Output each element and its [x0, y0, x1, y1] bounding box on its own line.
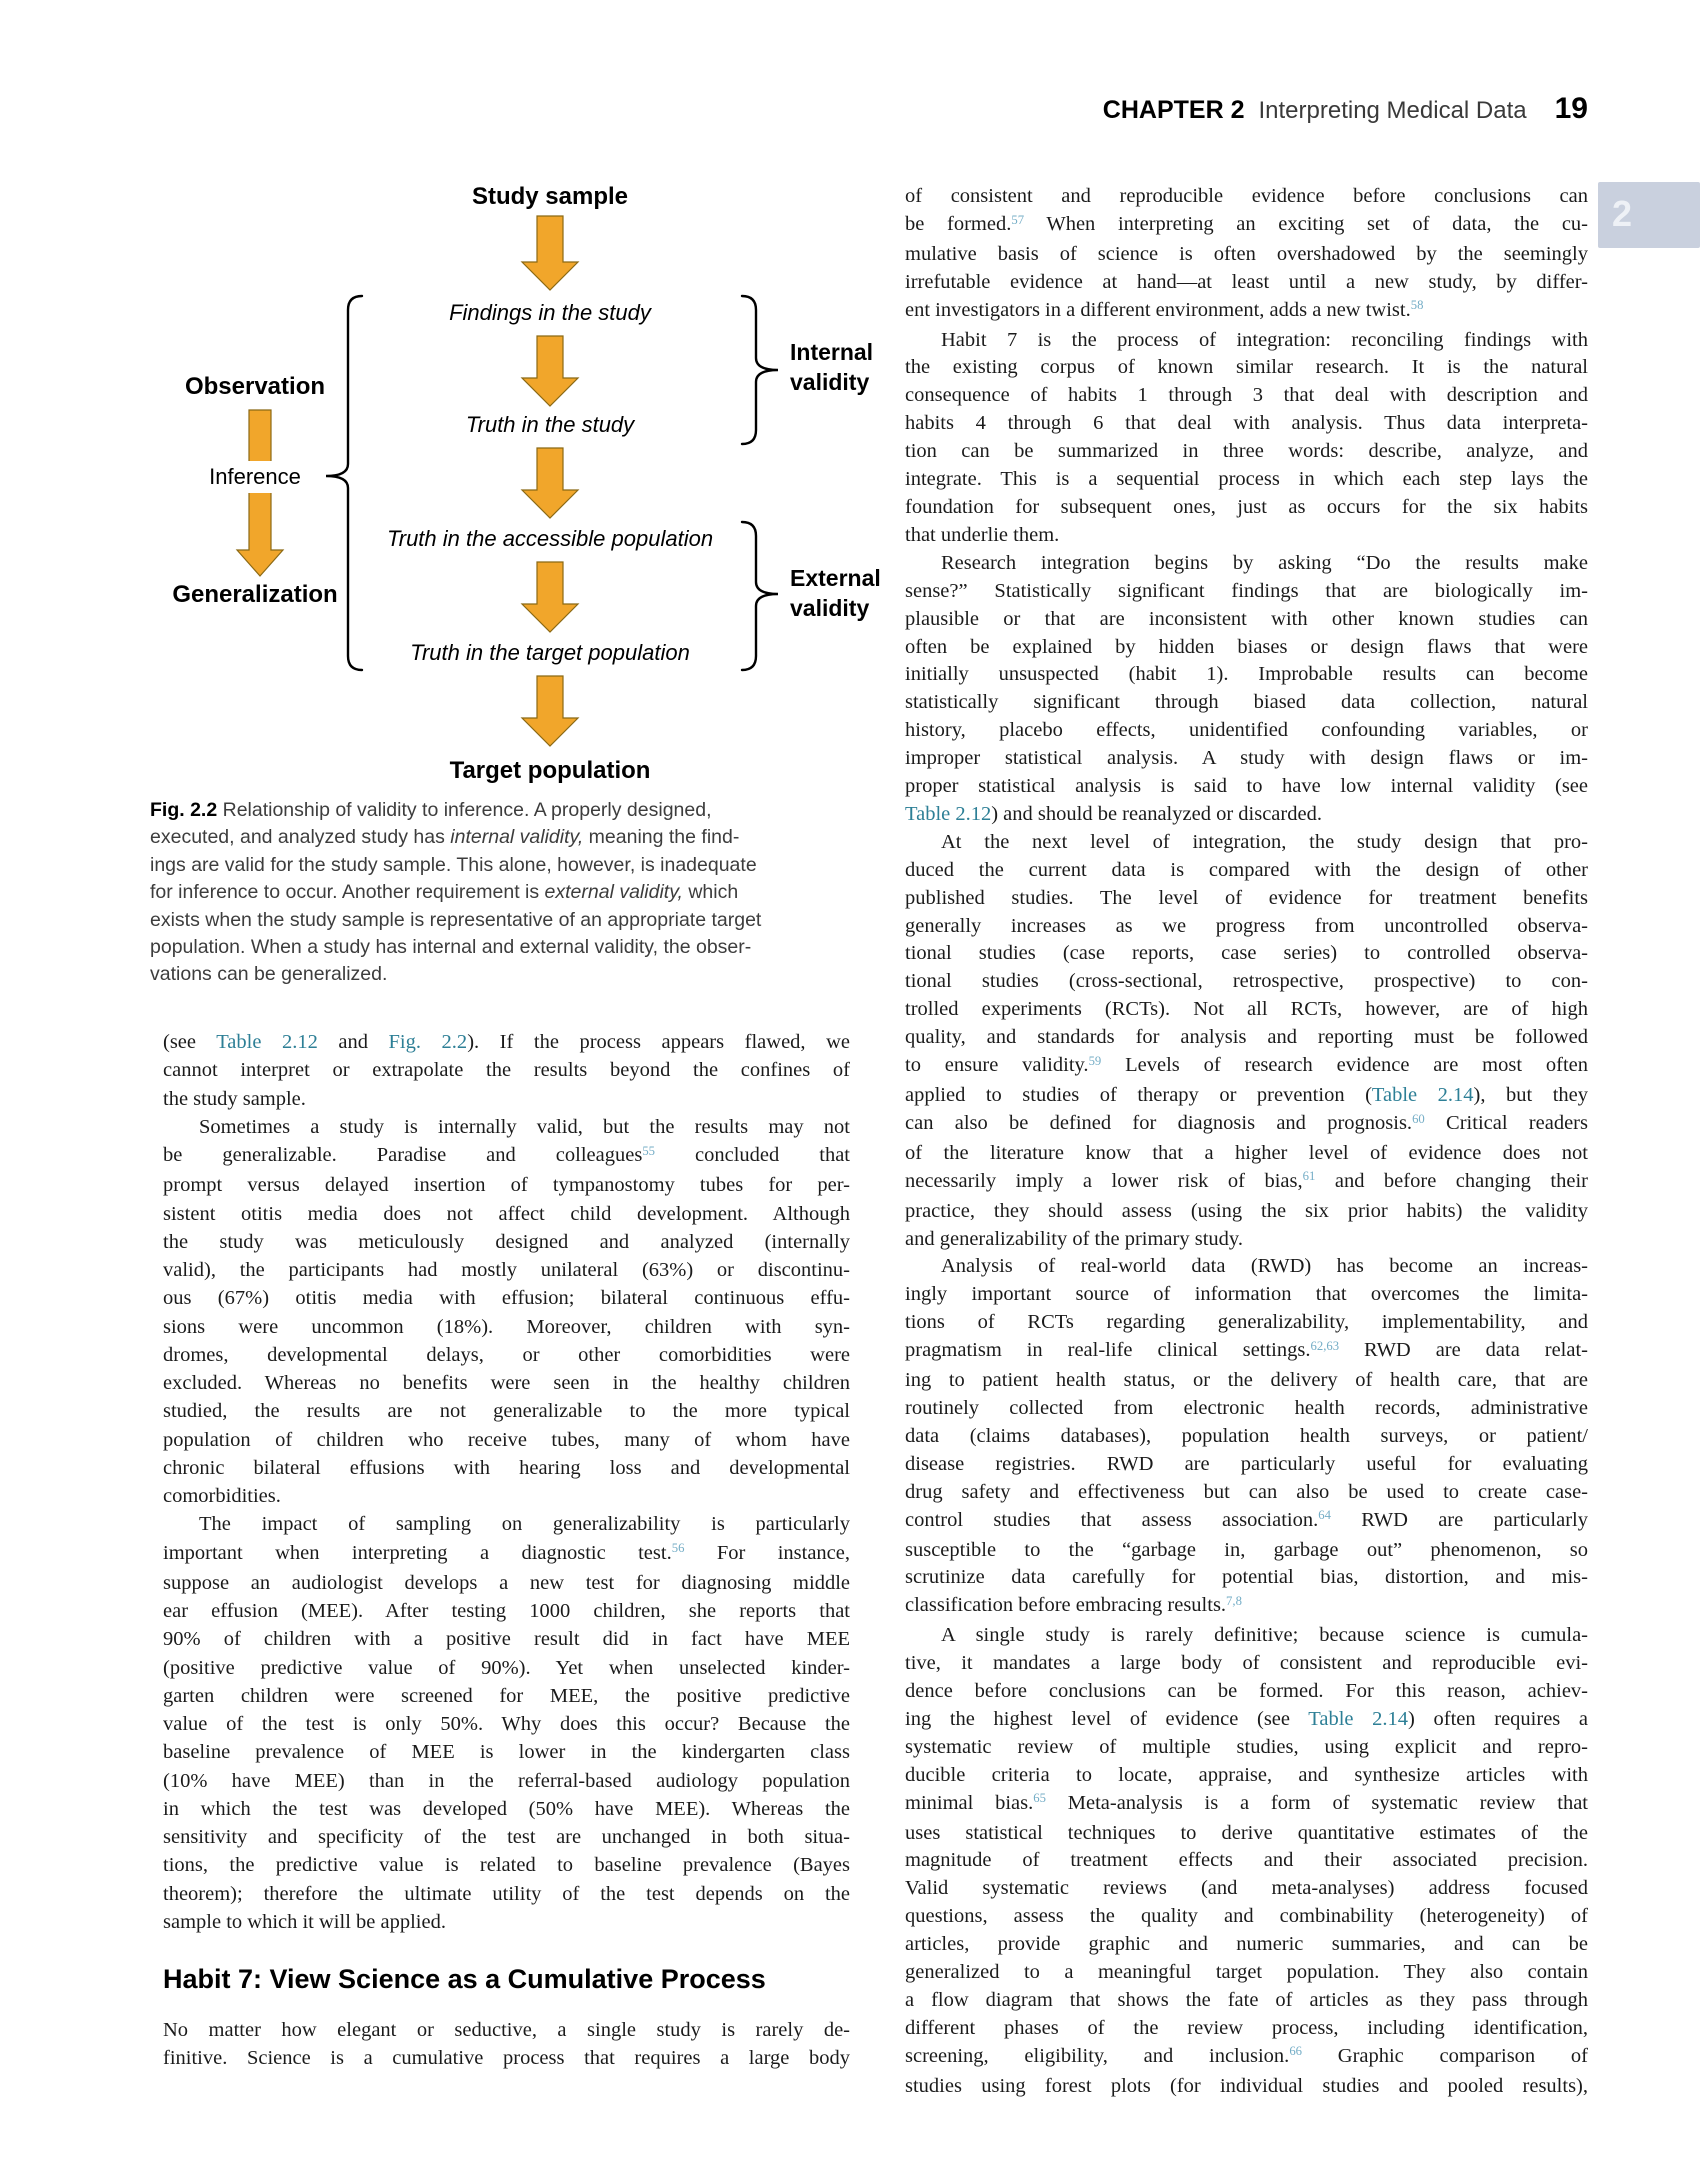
cross-reference-link[interactable]: Table 2.14: [1371, 1084, 1474, 1106]
text-line: (positive predictive value of 90%). Yet when unselected kinder-: [163, 1656, 850, 1679]
down-arrow-icon: [522, 336, 578, 406]
text-line: ing the highest level of evidence (see Table 2.14) often requires a: [905, 1707, 1588, 1730]
text-line: screening, eligibility, and inclusion.$^{66}$ Graphic comparison of: [905, 2044, 1588, 2067]
text-line: control studies that assess association.$^{64}$ RWD are particularly: [905, 1508, 1589, 1531]
text-line: drug safety and effectiveness but can also be used to create case-: [905, 1480, 1588, 1503]
text-line: chronic bilateral effusions with hearing loss and developmental: [163, 1456, 850, 1479]
text-line: dence before conclusions can be formed. For this reason, achiev-: [905, 1680, 1588, 1703]
text-line: prompt versus delayed insertion of tympanostomy tubes for per-: [163, 1174, 850, 1197]
text-line: ducible criteria to locate, appraise, and synthesize articles with: [905, 1763, 1588, 1786]
reference-superscript[interactable]: 59: [1088, 1053, 1102, 1068]
label-inference: Inference: [209, 464, 301, 489]
node-truth-accessible-population: Truth in the accessible population: [386, 526, 714, 551]
node-truth-in-study: Truth in the study: [465, 412, 635, 437]
text-line: data (claims databases), population health surveys, or patient/: [905, 1424, 1588, 1447]
text-line: routinely collected from electronic health records, administrative: [905, 1396, 1588, 1419]
text-line: magnitude of treatment effects and their associated precision.: [905, 1849, 1588, 1872]
text-line: the study sample.: [163, 1087, 306, 1110]
text-line: plausible or that are inconsistent with other known studies can: [905, 607, 1588, 630]
text-line: different phases of the review process, including identification,: [905, 2016, 1588, 2039]
text-line: the study was meticulously designed and analyzed (internally: [163, 1230, 850, 1253]
text-line: tional studies (cross-sectional, retrospective, prospective) to con-: [905, 970, 1588, 993]
cross-reference-link[interactable]: Fig. 2.2: [388, 1031, 468, 1053]
text-line: 90% of children with a positive result did in fact have MEE: [163, 1628, 850, 1651]
text-line: of consistent and reproducible evidence before conclusions can: [905, 185, 1588, 207]
validity-inference-diagram: [150, 178, 880, 883]
reference-superscript[interactable]: 65: [1033, 1791, 1046, 1806]
text-line: duced the current data is compared with the design of other: [905, 858, 1588, 881]
reference-superscript[interactable]: 7,8: [1226, 1593, 1242, 1608]
text-line: suppose an audiologist develops a new test for diagnosing middle: [163, 1571, 850, 1594]
text-line: generalized to a meaningful target population. They also contain: [905, 1961, 1588, 1984]
left-column-text: [163, 1028, 850, 1936]
chapter-side-tab-number: 2: [1612, 193, 1633, 234]
text-line: ous (67%) otitis media with effusion; bilateral continuous effu-: [163, 1287, 850, 1310]
text-line: tive, it mandates a large body of consistent and reproducible evi-: [905, 1652, 1588, 1675]
text-line: be formed.$^{57}$ When interpreting an exciting set of data, the cu-: [905, 212, 1588, 235]
down-arrow-icon: [522, 216, 578, 290]
text-line: a flow diagram that shows the fate of articles as they pass through: [905, 1989, 1588, 2011]
text-line: excluded. Whereas no benefits were seen in the healthy children: [163, 1372, 850, 1394]
reference-superscript[interactable]: 57: [1011, 212, 1025, 227]
left-brace: [326, 296, 362, 670]
down-arrow-icon: [522, 448, 578, 518]
text-line: necessarily imply a lower risk of bias,$^{61}$ and before changing their: [905, 1169, 1588, 1192]
text-line: At the next level of integration, the study design that pro-: [941, 830, 1588, 853]
text-line: tions of RCTs regarding generalizability, implementability, and: [905, 1311, 1588, 1334]
chapter-label: CHAPTER 2: [1102, 96, 1245, 124]
label-generalization: Generalization: [172, 581, 338, 608]
chapter-side-tab: [1598, 182, 1700, 248]
text-line: systematic review of multiple studies, using explicit and repro-: [905, 1735, 1588, 1758]
text-line: tions, the predictive value is related to baseline prevalence (Bayes: [163, 1854, 850, 1877]
text-line: Valid systematic reviews (and meta-analyses) address focused: [905, 1877, 1588, 1900]
figure-caption: [150, 797, 862, 989]
text-line: the existing corpus of known similar research. It is the natural: [905, 356, 1588, 379]
label-external-validity-2: validity: [790, 595, 870, 621]
text-line: pragmatism in real-life clinical settings.$^{62,63}$ RWD are data relat-: [905, 1338, 1588, 1362]
text-line: (10% have MEE) than in the referral-based audiology population: [163, 1769, 850, 1792]
text-line: integrate. This is a sequential process in which each step lays the: [905, 468, 1588, 491]
text-line: consequence of habits 1 through 3 that deal with description and: [905, 384, 1588, 407]
text-line: sensitivity and specificity of the test are unchanged in both situa-: [163, 1826, 850, 1848]
text-line: valid), the participants had mostly unilateral (63%) or discontinu-: [163, 1259, 850, 1281]
reference-superscript[interactable]: 61: [1302, 1169, 1316, 1184]
text-line: minimal bias.$^{65}$ Meta-analysis is a form of systematic review that: [905, 1791, 1588, 1814]
node-findings-in-study: Findings in the study: [449, 300, 651, 325]
label-observation: Observation: [184, 373, 326, 400]
text-line: foundation for subsequent ones, just as occurs for the six habits: [905, 495, 1588, 518]
text-line: dromes, developmental delays, or other comorbidities were: [163, 1343, 850, 1366]
text-line: for inference to occur. Another requirement is external validity, which: [150, 881, 739, 904]
text-line: practice, they should assess (using the six prior habits) the validity: [905, 1199, 1588, 1222]
text-line: be generalizable. Paradise and colleagues$^{55}$ concluded that: [163, 1143, 851, 1166]
text-line: population of children who receive tubes, many of whom have: [163, 1428, 850, 1451]
text-line: sions were uncommon (18%). Moreover, children with syn-: [163, 1315, 850, 1338]
reference-superscript[interactable]: 64: [1318, 1508, 1331, 1523]
text-line: classification before embracing results.$^{7,8}$: [905, 1593, 1242, 1617]
text-line: sistent otitis media does not affect child development. Although: [163, 1202, 850, 1225]
text-line: Research integration begins by asking “Do the results make: [941, 551, 1588, 574]
down-arrow-icon: [522, 676, 578, 746]
page-number: 19: [1554, 92, 1588, 125]
text-line: disease registries. RWD are particularly useful for evaluating: [905, 1452, 1588, 1475]
text-line: Table 2.12) and should be reanalyzed or discarded.: [905, 802, 1322, 825]
right-column-text: [905, 183, 1588, 2101]
reference-superscript[interactable]: 55: [642, 1143, 656, 1158]
text-line: quality, and standards for analysis and reporting must be followed: [905, 1026, 1588, 1049]
text-line: ear effusion (MEE). After testing 1000 children, she reports that: [163, 1600, 850, 1622]
external-validity-brace: [742, 522, 778, 670]
text-line: and generalizability of the primary study.: [905, 1227, 1243, 1250]
text-line: Analysis of real-world data (RWD) has become an increas-: [941, 1255, 1588, 1278]
text-line: sense?” Statistically significant findings that are biologically im-: [905, 579, 1588, 602]
text-line: ing to patient health status, or the delivery of health care, that are: [905, 1369, 1588, 1392]
reference-superscript[interactable]: 66: [1289, 2044, 1303, 2059]
text-line: studies using forest plots (for individual studies and pooled results),: [905, 2074, 1588, 2097]
text-line: statistically significant through biased data collection, natural: [905, 691, 1588, 714]
left-column-text-after-heading: [163, 2016, 850, 2073]
text-line: mulative basis of science is often overshadowed by the seemingly: [905, 242, 1588, 265]
text-line: executed, and analyzed study has internal validity, meaning the find-: [150, 826, 740, 849]
text-line: applied to studies of therapy or prevention (Table 2.14), but they: [905, 1084, 1588, 1106]
text-line: Habit 7 is the process of integration: reconciling findings with: [941, 328, 1588, 351]
label-external-validity-1: External: [790, 565, 880, 591]
node-target-population: Target population: [449, 757, 651, 784]
text-line: comorbidities.: [163, 1485, 281, 1507]
text-line: finitive. Science is a cumulative process that requires a large body: [163, 2047, 850, 2070]
reference-superscript[interactable]: 62,63: [1310, 1338, 1340, 1353]
text-line: of the literature know that a higher level of evidence does not: [905, 1141, 1588, 1164]
label-internal-validity-1: Internal: [790, 339, 874, 365]
cross-reference-link[interactable]: Table 2.12: [216, 1031, 318, 1053]
text-line: trolled experiments (RCTs). Not all RCTs, however, are of high: [905, 998, 1588, 1021]
down-arrow-icon: [522, 562, 578, 632]
reference-superscript[interactable]: 60: [1412, 1111, 1425, 1126]
text-line: susceptible to the “garbage in, garbage out” phenomenon, so: [905, 1538, 1588, 1561]
text-line: sample to which it will be applied.: [163, 1910, 446, 1933]
text-line: cannot interpret or extrapolate the results beyond the confines of: [163, 1059, 850, 1082]
text-line: important when interpreting a diagnostic test.$^{56}$ For instance,: [163, 1541, 850, 1564]
text-line: uses statistical techniques to derive quantitative estimates of the: [905, 1821, 1588, 1844]
text-line: No matter how elegant or seductive, a single study is rarely de-: [163, 2019, 850, 2041]
text-line: irrefutable evidence at hand—at least until a new study, by differ-: [905, 270, 1588, 293]
cross-reference-link[interactable]: Table 2.14: [1308, 1707, 1409, 1730]
text-line: Fig. 2.2 Relationship of validity to inference. A properly designed,: [150, 799, 712, 821]
text-line: habits 4 through 6 that deal with analysis. Thus data interpreta-: [905, 412, 1588, 435]
text-line: A single study is rarely definitive; because science is cumula-: [941, 1624, 1588, 1647]
text-line: population. When a study has internal and external validity, the obser-: [150, 935, 752, 958]
text-line: published studies. The level of evidence for treatment benefits: [905, 886, 1588, 909]
text-line: to ensure validity.$^{59}$ Levels of research evidence are most often: [905, 1053, 1588, 1077]
text-line: tional studies (case reports, case series) to controlled observa-: [905, 942, 1588, 965]
text-line: that underlie them.: [905, 523, 1060, 546]
node-study-sample: Study sample: [471, 183, 629, 210]
text-line: often be explained by hidden biases or design flaws that were: [905, 635, 1588, 658]
chapter-title: Interpreting Medical Data: [1258, 97, 1527, 124]
figure-2-2: [150, 178, 880, 883]
text-line: garten children were screened for MEE, the positive predictive: [163, 1684, 850, 1707]
text-line: baseline prevalence of MEE is lower in the kindergarten class: [163, 1741, 850, 1764]
text-line: initially unsuspected (habit 1). Improbable results can become: [905, 663, 1588, 686]
section-heading: Habit 7: View Science as a Cumulative Process: [163, 1964, 766, 1994]
internal-validity-brace: [742, 296, 778, 444]
text-line: ent investigators in a different environment, adds a new twist.$^{58}$: [905, 298, 1424, 321]
text-line: theorem); therefore the ultimate utility of the test depends on the: [163, 1882, 850, 1905]
text-line: articles, provide graphic and numeric summaries, and can be: [905, 1933, 1588, 1956]
reference-superscript[interactable]: 56: [671, 1541, 685, 1556]
reference-superscript[interactable]: 58: [1410, 298, 1424, 313]
page-header: [905, 92, 1588, 126]
text-line: questions, assess the quality and combinability (heterogeneity) of: [905, 1905, 1588, 1928]
cross-reference-link[interactable]: Table 2.12: [905, 802, 992, 825]
text-line: scrutinize data carefully for potential bias, distortion, and mis-: [905, 1566, 1588, 1589]
text-line: improper statistical analysis. A study with design flaws or im-: [905, 747, 1588, 770]
text-line: proper statistical analysis is said to have low internal validity (see: [905, 775, 1588, 798]
text-line: tion can be summarized in three words: describe, analyze, and: [905, 440, 1588, 463]
text-line: studied, the results are not generalizable to the more typical: [163, 1400, 850, 1423]
text-line: can also be defined for diagnosis and prognosis.$^{60}$ Critical readers: [905, 1111, 1588, 1134]
text-line: exists when the study sample is representative of an appropriate target: [150, 908, 762, 931]
text-line: in which the test was developed (50% have MEE). Whereas the: [163, 1797, 850, 1820]
text-line: Sometimes a study is internally valid, but the results may not: [199, 1115, 850, 1138]
text-line: generally increases as we progress from uncontrolled observa-: [905, 914, 1588, 937]
text-line: value of the test is only 50%. Why does this occur? Because the: [163, 1713, 850, 1735]
text-line: ings are valid for the study sample. This alone, however, is inadequate: [150, 853, 757, 876]
node-truth-target-population: Truth in the target population: [410, 640, 690, 665]
text-line: The impact of sampling on generalizability is particularly: [199, 1513, 850, 1536]
label-internal-validity-2: validity: [790, 369, 870, 395]
text-line: (see Table 2.12 and Fig. 2.2). If the process appears flawed, we: [163, 1031, 850, 1053]
text-line: history, placebo effects, unidentified confounding variables, or: [905, 719, 1588, 742]
text-line: ingly important source of information that overcomes the limita-: [905, 1283, 1588, 1306]
text-line: vations can be generalized.: [150, 963, 388, 986]
